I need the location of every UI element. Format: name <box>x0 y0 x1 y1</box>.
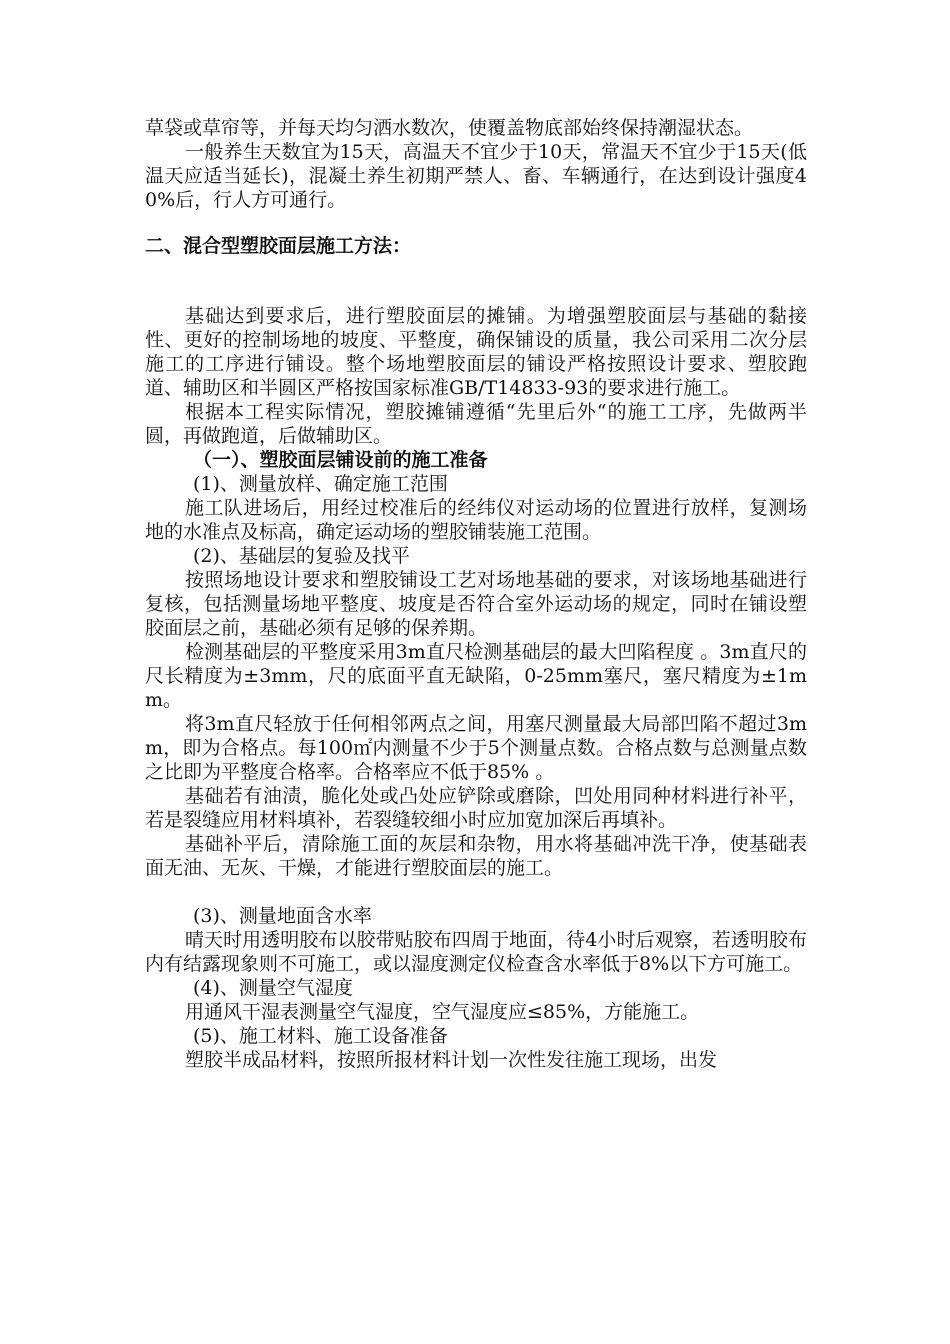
item-heading-1: (1)、测量放样、确定施工范围 <box>193 473 448 495</box>
item-heading-2: (2)、基础层的复验及找平 <box>193 545 410 567</box>
item-heading-3: (3)、测量地面含水率 <box>193 905 372 927</box>
paragraph-materials: 塑胶半成品材料，按照所报材料计划一次性发往施工现场，出发 <box>185 1049 718 1071</box>
paragraph-paving-order: 根据本工程实际情况，塑胶摊铺遵循“先里后外“的施工工序，先做两半圆，再做跑道，后做辅助区。 <box>145 401 807 447</box>
paragraph-curing-cover: 草袋或草帘等，并每天均匀洒水数次，使覆盖物底部始终保持潮湿状态。 <box>145 117 754 139</box>
subsection-heading-1: （一）、塑胶面层铺设前的施工准备 <box>193 449 488 471</box>
paragraph-curing-days: 一般养生天数宜为15天，高温天不宜少于10天，常温天不宜少于15天(低温天应适当延长)，混凝土养生初期严禁人、畜、车辆通行，在达到设计强度40%后，行人方可通行。 <box>145 141 807 211</box>
paragraph-moisture-test: 晴天时用透明胶布以胶带贴胶布四周于地面，待4小时后观察，若透明胶布内有结露现象则不可施工，或以湿度测定仪检查含水率低于8%以下方可施工。 <box>145 929 807 975</box>
spacer <box>145 258 807 304</box>
paragraph-ruler-method: 将3m直尺轻放于任何相邻两点之间，用塞尺测量最大局部凹陷不超过3mm，即为合格点。每100㎡内测量不少于5个测量点数。合格点数与总测量点数之比即为平整度合格率。合格率应不低于85% 。 <box>145 713 807 783</box>
paragraph-base-repair: 基础若有油渍，脆化处或凸处应铲除或磨除，凹处用同种材料进行补平，若是裂缝应用材料填补，若裂缝较细小时应加宽加深后再填补。 <box>145 785 807 831</box>
section-heading-2: 二、混合型塑胶面层施工方法： <box>145 235 412 257</box>
spacer <box>145 212 807 234</box>
item-heading-4: (4)、测量空气湿度 <box>193 977 353 999</box>
item-heading-5: (5)、施工材料、施工设备准备 <box>193 1025 448 1047</box>
paragraph-flatness-check: 检测基础层的平整度采用3m直尺检测基础层的最大凹陷程度 。3m直尺的尺长精度为±3mm，尺的底面平直无缺陷，0-25mm塞尺，塞尺精度为±1mm。 <box>145 641 807 711</box>
spacer <box>145 880 807 904</box>
paragraph-humidity: 用通风干湿表测量空气湿度，空气湿度应≤85%，方能施工。 <box>185 1001 700 1023</box>
paragraph-base-review: 按照场地设计要求和塑胶铺设工艺对场地基础的要求，对该场地基础进行复核，包括测量场地平整度、坡度是否符合室外运动场的规定，同时在铺设塑胶面层之前，基础必须有足够的保养期。 <box>145 569 807 639</box>
paragraph-base-cleaning: 基础补平后，清除施工面的灰层和杂物，用水将基础冲洗干净，使基础表面无油、无灰、干燥，才能进行塑胶面层的施工。 <box>145 833 807 879</box>
paragraph-base-requirements: 基础达到要求后，进行塑胶面层的摊铺。为增强塑胶面层与基础的黏接性、更好的控制场地的坡度、平整度，确保铺设的质量，我公司采用二次分层施工的工序进行铺设。整个场地塑胶面层的铺设严格按照设计要求、塑胶跑道、辅助区和半圆区严格按国家标准GB/T14833-93的要求进行施工。 <box>145 305 807 399</box>
paragraph-surveying: 施工队进场后，用经过校准后的经纬仪对运动场的位置进行放样，复测场地的水准点及标高，确定运动场的塑胶铺装施工范围。 <box>145 497 807 543</box>
document-page <box>145 116 807 1072</box>
